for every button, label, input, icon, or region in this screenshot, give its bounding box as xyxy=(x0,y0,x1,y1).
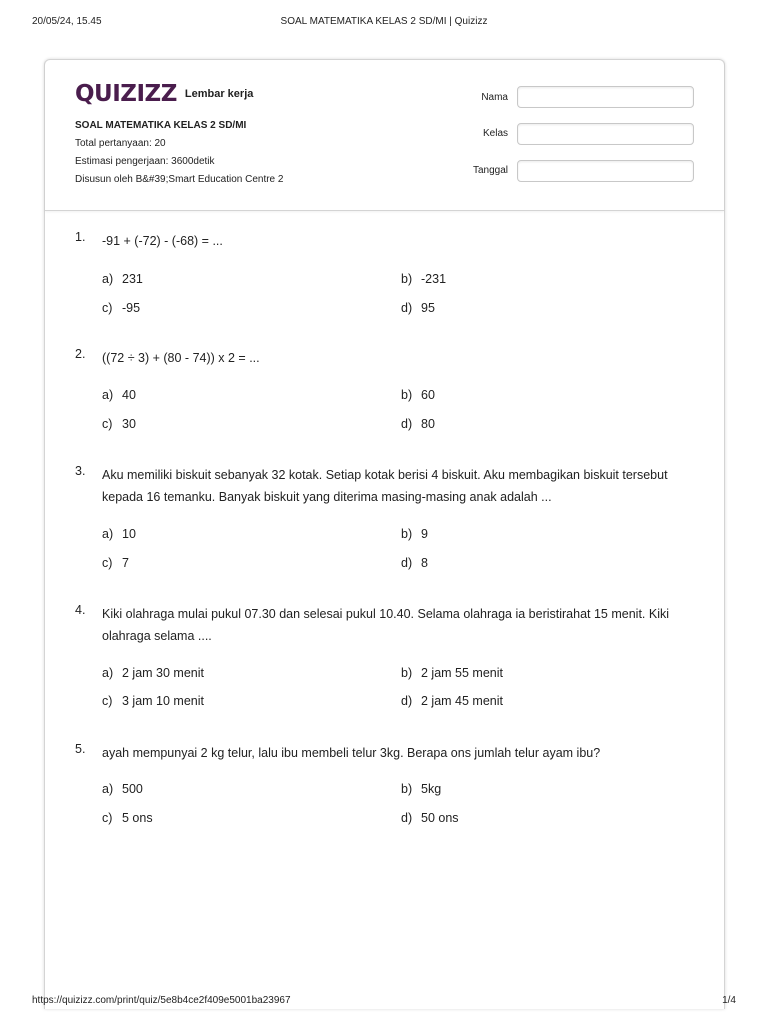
option-b[interactable] xyxy=(401,272,446,286)
option-text: 3 jam 10 menit xyxy=(122,694,204,708)
logo-wordmark: QUIZIZZ xyxy=(75,81,177,107)
print-datetime: 20/05/24, 15.45 xyxy=(32,16,102,27)
option-letter: c) xyxy=(102,556,113,570)
option-d[interactable] xyxy=(401,811,459,825)
option-text: 50 ons xyxy=(421,811,459,825)
option-letter: c) xyxy=(102,417,113,431)
print-header xyxy=(32,16,736,30)
question-number: 1. xyxy=(75,230,86,244)
option-text: 8 xyxy=(421,556,428,570)
option-letter: d) xyxy=(401,694,413,708)
option-a[interactable] xyxy=(102,666,204,680)
option-text: -231 xyxy=(421,272,447,286)
option-text: 5 ons xyxy=(122,811,153,825)
option-letter: b) xyxy=(401,388,413,402)
question-number: 4. xyxy=(75,603,86,617)
option-letter: c) xyxy=(102,694,113,708)
option-letter: a) xyxy=(102,388,114,402)
date-field[interactable] xyxy=(517,160,694,182)
option-a[interactable] xyxy=(102,527,136,541)
quizizz-logo xyxy=(75,81,253,107)
option-a[interactable] xyxy=(102,388,136,402)
worksheet-header xyxy=(45,60,724,211)
option-letter: c) xyxy=(102,811,113,825)
option-letter: b) xyxy=(401,272,413,286)
name-label: Nama xyxy=(481,92,508,103)
option-c[interactable] xyxy=(102,417,136,431)
option-letter: a) xyxy=(102,272,114,286)
total-questions: Total pertanyaan: 20 xyxy=(75,138,166,149)
option-d[interactable] xyxy=(401,301,435,315)
question-number: 3. xyxy=(75,464,86,478)
option-b[interactable] xyxy=(401,527,428,541)
question-text: Kiki olahraga mulai pukul 07.30 dan selesai pukul 10.40. Selama olahraga ia beristirahat 15 menit. Kiki olahraga selama .... xyxy=(102,607,670,643)
option-letter: c) xyxy=(102,301,113,315)
option-text: 500 xyxy=(122,782,143,796)
option-a[interactable] xyxy=(102,782,143,796)
class-label: Kelas xyxy=(482,128,508,139)
author: Disusun oleh B&#39;Smart Education Centre 2 xyxy=(75,174,284,185)
option-b[interactable] xyxy=(401,388,435,402)
option-text: 30 xyxy=(122,417,136,431)
name-field[interactable] xyxy=(517,86,694,108)
option-d[interactable] xyxy=(401,556,428,570)
option-text: 231 xyxy=(122,272,143,286)
option-d[interactable] xyxy=(401,417,435,431)
option-a[interactable] xyxy=(102,272,143,286)
option-letter: d) xyxy=(401,301,413,315)
option-text: 2 jam 55 menit xyxy=(421,666,503,680)
question-text: Aku memiliki biskuit sebanyak 32 kotak. Setiap kotak berisi 4 biskuit. Aku membagikan biskuit tersebut kepada 16 temanku. Banyak biskuit yang diterima masing-masing anak adalah ... xyxy=(102,468,668,504)
option-text: 2 jam 45 menit xyxy=(421,694,503,708)
date-label: Tanggal xyxy=(472,165,508,176)
option-text: -95 xyxy=(122,301,141,315)
quiz-title: SOAL MATEMATIKA KELAS 2 SD/MI xyxy=(75,120,247,131)
option-c[interactable] xyxy=(102,301,140,315)
print-footer xyxy=(32,995,736,1009)
option-text: 40 xyxy=(122,388,136,402)
option-b[interactable] xyxy=(401,782,441,796)
option-c[interactable] xyxy=(102,811,153,825)
question-text: ayah mempunyai 2 kg telur, lalu ibu membeli telur 3kg. Berapa ons jumlah telur ayam ibu? xyxy=(102,746,601,760)
worksheet xyxy=(44,59,725,1009)
question-text: -91 + (-72) - (-68) = ... xyxy=(102,234,223,248)
question-number: 2. xyxy=(75,347,86,361)
option-text: 9 xyxy=(421,527,428,541)
logo-subtitle: Lembar kerja xyxy=(184,88,254,100)
page-number: 1/4 xyxy=(722,995,736,1006)
option-letter: b) xyxy=(401,527,413,541)
class-field[interactable] xyxy=(517,123,694,145)
question-number: 5. xyxy=(75,742,86,756)
option-c[interactable] xyxy=(102,556,129,570)
print-page-title: SOAL MATEMATIKA KELAS 2 SD/MI | Quizizz xyxy=(280,16,488,27)
option-text: 95 xyxy=(421,301,435,315)
option-letter: b) xyxy=(401,666,413,680)
option-letter: d) xyxy=(401,417,413,431)
option-c[interactable] xyxy=(102,694,204,708)
option-letter: d) xyxy=(401,556,413,570)
option-letter: a) xyxy=(102,782,114,796)
option-text: 10 xyxy=(122,527,136,541)
print-url[interactable]: https://quizizz.com/print/quiz/5e8b4ce2f409e5001ba23967 xyxy=(32,995,291,1006)
option-letter: d) xyxy=(401,811,413,825)
option-letter: a) xyxy=(102,527,114,541)
question-text: ((72 ÷ 3) + (80 - 74)) x 2 = ... xyxy=(102,351,260,365)
option-d[interactable] xyxy=(401,694,503,708)
option-text: 7 xyxy=(122,556,129,570)
option-text: 2 jam 30 menit xyxy=(122,666,204,680)
option-text: 60 xyxy=(421,388,435,402)
option-text: 5kg xyxy=(421,782,442,796)
option-text: 80 xyxy=(421,417,435,431)
option-b[interactable] xyxy=(401,666,503,680)
option-letter: a) xyxy=(102,666,114,680)
option-letter: b) xyxy=(401,782,413,796)
estimated-time: Estimasi pengerjaan: 3600detik xyxy=(75,156,215,167)
